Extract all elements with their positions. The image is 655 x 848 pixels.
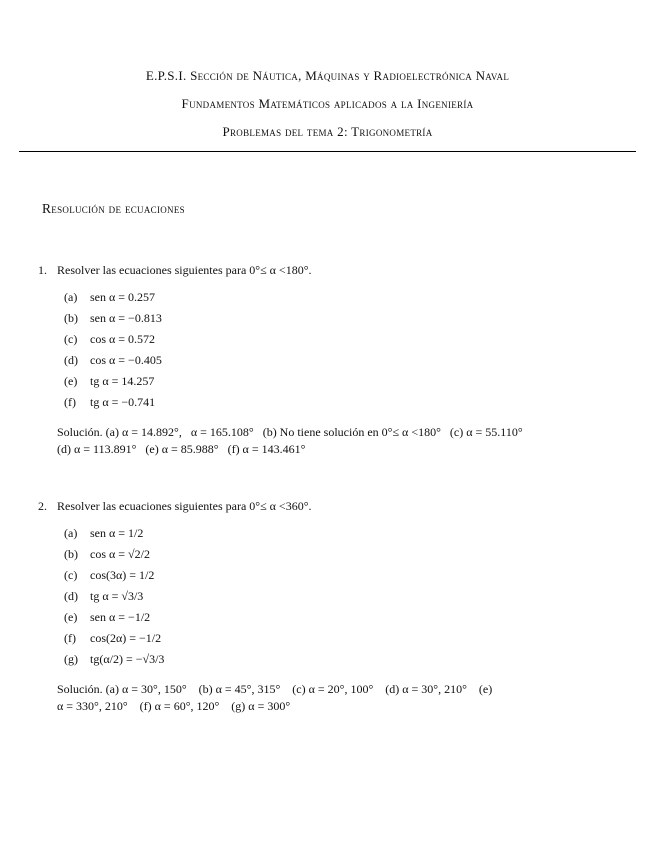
item-equation: tg α = 14.257 — [90, 374, 155, 388]
document-header — [0, 0, 655, 152]
solution-line: α = 330°, 210° (f) α = 60°, 120° (g) α = 300° — [57, 699, 291, 713]
institution-title: E.P.S.I. Sección de Náutica, Máquinas y Radioelectrónica Naval — [145, 68, 510, 83]
item-label: (f) — [64, 631, 76, 645]
problem-1-head — [38, 261, 615, 280]
problem-1 — [38, 261, 615, 458]
header-rule — [19, 151, 636, 152]
item-equation: cos α = √2/2 — [90, 547, 150, 561]
equation-item — [64, 649, 615, 670]
equation-item — [64, 628, 615, 649]
solution-line: Solución. (a) α = 30°, 150° (b) α = 45°, 315° (c) α = 20°, 100° (d) α = 30°, 210° (e) — [57, 682, 493, 696]
item-label: (f) — [64, 395, 76, 409]
item-label: (b) — [64, 311, 78, 325]
item-equation: sen α = −1/2 — [90, 610, 151, 624]
solution-line: Solución. (a) α = 14.892°, α = 165.108° (b) No tiene solución en 0°≤ α <180° (c) α = 55.110° — [57, 425, 523, 439]
item-label: (b) — [64, 547, 78, 561]
document-title: Problemas del tema 2: Trigonometría — [222, 124, 433, 139]
item-equation: tg α = −0.741 — [90, 395, 156, 409]
problem-number: 1. — [38, 263, 47, 277]
equation-item — [64, 287, 615, 308]
item-equation: sen α = 0.257 — [90, 290, 156, 304]
item-equation: tg(α/2) = −√3/3 — [90, 652, 165, 666]
item-equation: cos α = −0.405 — [90, 353, 162, 367]
item-label: (d) — [64, 353, 78, 367]
equation-item — [64, 523, 615, 544]
equation-item — [64, 308, 615, 329]
item-equation: cos α = 0.572 — [90, 332, 156, 346]
item-equation: tg α = √3/3 — [90, 589, 144, 603]
equation-item — [64, 392, 615, 413]
item-equation: cos(3α) = 1/2 — [90, 568, 155, 582]
problem-2 — [38, 497, 615, 715]
equation-item — [64, 586, 615, 607]
problem-1-equation-list — [38, 287, 615, 413]
equation-item — [64, 350, 615, 371]
item-label: (a) — [64, 526, 78, 540]
problem-number: 2. — [38, 499, 47, 513]
item-label: (e) — [64, 610, 78, 624]
equation-item — [64, 329, 615, 350]
item-label: (c) — [64, 568, 78, 582]
item-label: (a) — [64, 290, 78, 304]
equation-item — [64, 565, 615, 586]
item-equation: sen α = −0.813 — [90, 311, 162, 325]
problem-1-solution — [38, 424, 615, 458]
equation-item — [64, 607, 615, 628]
equation-item — [64, 371, 615, 392]
item-label: (c) — [64, 332, 78, 346]
item-label: (d) — [64, 589, 78, 603]
problem-2-solution — [38, 681, 615, 715]
equation-item — [64, 544, 615, 565]
problem-statement: Resolver las ecuaciones siguientes para 0°≤ α <180°. — [57, 263, 312, 277]
item-label: (g) — [64, 652, 78, 666]
problem-2-equation-list — [38, 523, 615, 670]
item-equation: cos(2α) = −1/2 — [90, 631, 162, 645]
item-equation: sen α = 1/2 — [90, 526, 144, 540]
solution-line: (d) α = 113.891° (e) α = 85.988° (f) α = 143.461° — [57, 442, 306, 456]
section-title: Resolución de ecuaciones — [42, 201, 185, 216]
problem-statement: Resolver las ecuaciones siguientes para 0°≤ α <360°. — [57, 499, 312, 513]
item-label: (e) — [64, 374, 78, 388]
problem-2-head — [38, 497, 615, 516]
course-title: Fundamentos Matemáticos aplicados a la Ingeniería — [181, 96, 474, 111]
